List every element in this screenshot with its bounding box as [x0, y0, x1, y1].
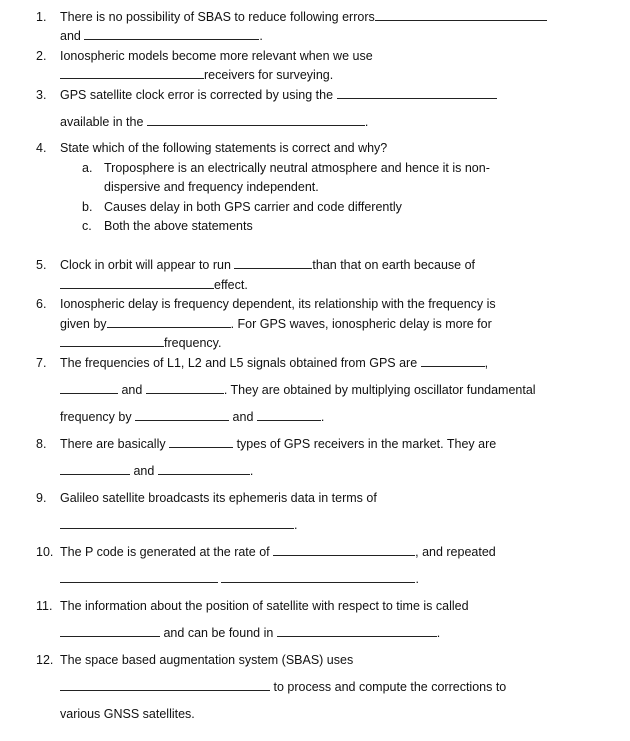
question-5-text-2: effect.: [60, 277, 248, 293]
question-8-text-2: and .: [60, 463, 253, 479]
option-c-label: c.: [82, 219, 92, 233]
answer-blank[interactable]: [146, 382, 224, 394]
question-2-text-2: receivers for surveying.: [60, 67, 333, 83]
answer-blank[interactable]: [60, 625, 160, 637]
question-7-text-2: and . They are obtained by multiplying oscillator fundamental: [60, 382, 536, 398]
question-7-text-3: frequency by and .: [60, 410, 325, 424]
answer-blank[interactable]: [221, 571, 415, 583]
question-11-text: The information about the position of satellite with respect to time is called: [60, 599, 469, 613]
question-2-number: 2.: [36, 49, 47, 63]
answer-blank[interactable]: [169, 436, 233, 448]
answer-blank[interactable]: [60, 67, 204, 79]
question-3-text: GPS satellite clock error is corrected by using the: [60, 87, 497, 103]
question-10-text: The P code is generated at the rate of , and repeated: [60, 545, 496, 559]
question-7-number: 7.: [36, 356, 47, 370]
question-12-text: The space based augmentation system (SBAS) uses: [60, 653, 354, 667]
question-2-text: Ionospheric models become more relevant when we use: [60, 49, 373, 63]
question-8-text: There are basically types of GPS receivers in the market. They are: [60, 437, 497, 451]
question-6-text-2: given by . For GPS waves, ionospheric delay is more for: [60, 317, 492, 331]
answer-blank[interactable]: [60, 382, 118, 394]
question-1-number: 1.: [36, 10, 47, 24]
question-8-number: 8.: [36, 437, 47, 451]
answer-blank[interactable]: [107, 316, 231, 328]
question-10-number: 10.: [36, 545, 54, 559]
answer-blank[interactable]: [273, 544, 415, 556]
question-5-text: Clock in orbit will appear to run than that on earth because of: [60, 258, 476, 272]
option-a-text: Troposphere is an electrically neutral atmosphere and hence it is non-: [104, 161, 490, 175]
question-1-text: There is no possibility of SBAS to reduce following errors: [60, 9, 547, 25]
answer-blank[interactable]: [60, 277, 214, 289]
question-12-number: 12.: [36, 653, 54, 667]
answer-blank[interactable]: [277, 625, 437, 637]
answer-blank[interactable]: [337, 87, 497, 99]
answer-blank[interactable]: [257, 409, 321, 421]
question-9-text-2: .: [60, 517, 297, 533]
question-9-number: 9.: [36, 491, 47, 505]
answer-blank[interactable]: [84, 28, 259, 40]
question-11-number: 11.: [36, 599, 53, 613]
question-6-number: 6.: [36, 297, 47, 311]
question-10-text-2: .: [60, 571, 419, 587]
question-7-text: The frequencies of L1, L2 and L5 signals obtained from GPS are ,: [60, 356, 489, 370]
option-b-label: b.: [82, 200, 93, 214]
answer-blank[interactable]: [135, 409, 229, 421]
answer-blank[interactable]: [60, 679, 270, 691]
option-b-text: Causes delay in both GPS carrier and code differently: [104, 200, 402, 214]
option-c-text: Both the above statements: [104, 219, 253, 233]
question-11-text-2: and can be found in .: [60, 625, 440, 641]
answer-blank[interactable]: [60, 571, 218, 583]
question-3-text-2: available in the .: [60, 115, 369, 129]
question-1-text-2: and .: [60, 29, 263, 43]
question-9-text: Galileo satellite broadcasts its ephemeris data in terms of: [60, 491, 377, 505]
answer-blank[interactable]: [60, 517, 294, 529]
question-3-number: 3.: [36, 88, 47, 102]
answer-blank[interactable]: [147, 114, 365, 126]
option-a-label: a.: [82, 161, 93, 175]
answer-blank[interactable]: [375, 9, 547, 21]
question-6-text: Ionospheric delay is frequency dependent, its relationship with the frequency is: [60, 297, 496, 311]
question-5-number: 5.: [36, 258, 47, 272]
question-12-text-2: to process and compute the corrections to: [60, 679, 506, 695]
answer-blank[interactable]: [158, 463, 250, 475]
question-4-text: State which of the following statements is correct and why?: [60, 141, 388, 155]
answer-blank[interactable]: [60, 335, 164, 347]
option-a-text-2: dispersive and frequency independent.: [104, 180, 319, 194]
question-4-number: 4.: [36, 141, 47, 155]
answer-blank[interactable]: [60, 463, 130, 475]
answer-blank[interactable]: [234, 257, 312, 269]
question-12-text-3: various GNSS satellites.: [60, 707, 195, 721]
question-6-text-3: frequency.: [60, 335, 221, 351]
answer-blank[interactable]: [421, 355, 485, 367]
